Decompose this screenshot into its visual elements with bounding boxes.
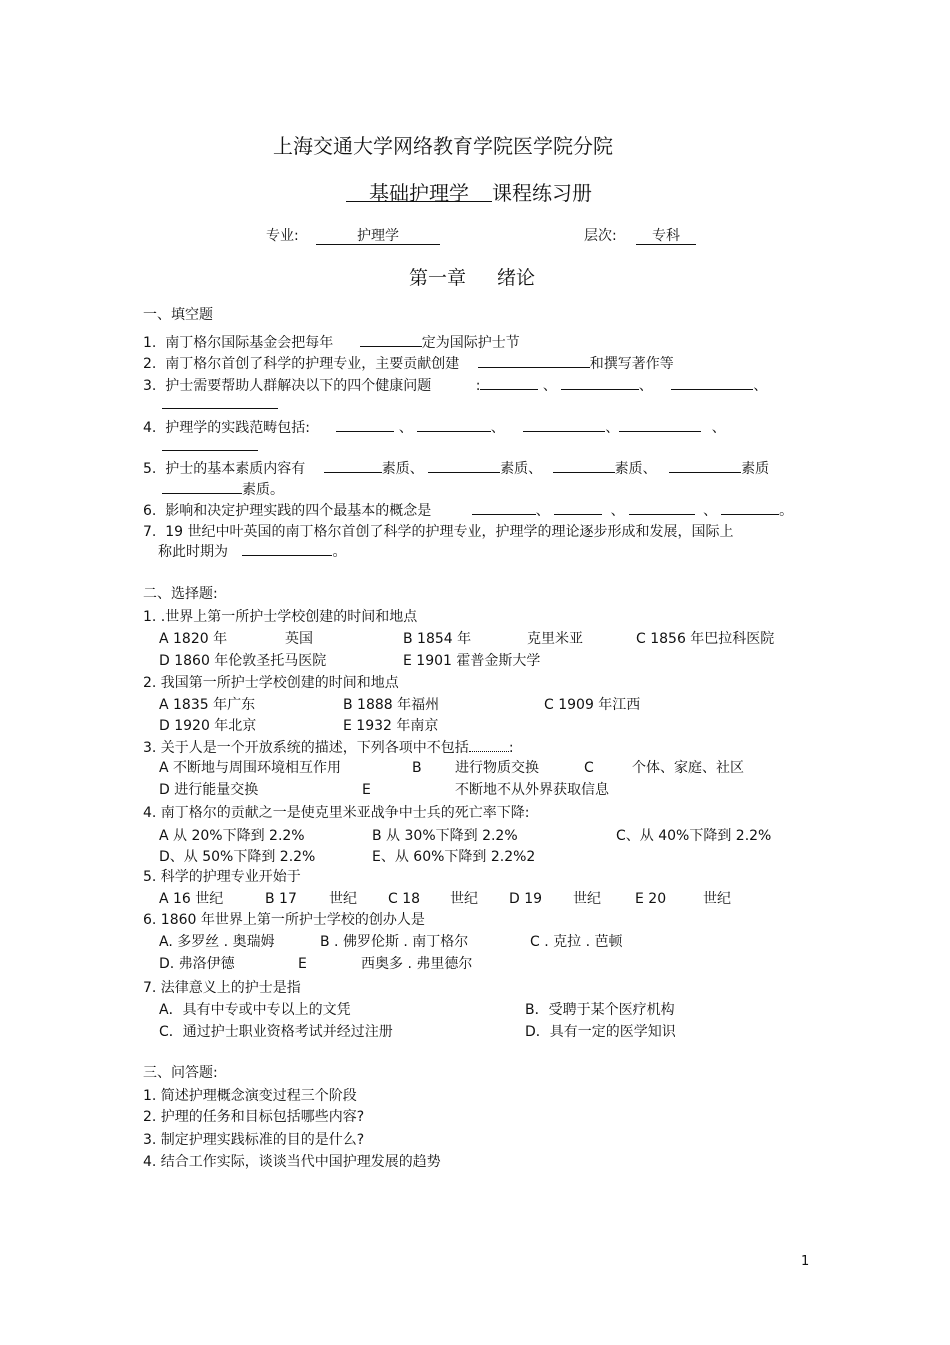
major-value: 护理学 xyxy=(316,228,440,245)
choice-question-6: 6. 1860 年世界上第一所护士学校的创办人是 xyxy=(143,912,425,928)
essay-question: 2. 护理的任务和目标包括哪些内容? xyxy=(143,1109,365,1125)
option: C . 克拉 . 芭顿 xyxy=(530,934,623,950)
option: E xyxy=(362,782,371,798)
blank xyxy=(629,501,695,515)
choice-question-5: 5. 科学的护理专业开始于 xyxy=(143,869,301,885)
option-text: 英国 xyxy=(285,631,313,647)
choice-question-3: 3. 关于人是一个开放系统的描述，下列各项中不包括 : xyxy=(143,740,514,756)
fill-question-5-cont: 素质。 xyxy=(162,480,284,499)
option: B . 佛罗伦斯 . 南丁格尔 xyxy=(320,934,469,950)
option: A 从 20%下降到 2.2% xyxy=(159,828,305,844)
section-heading-choice: 二、选择题: xyxy=(143,586,218,602)
choice-question-7: 7. 法律意义上的护士是指 xyxy=(143,980,301,996)
fill-question-6: 6. 影响和决定护理实践的四个最基本的概念是 、 、 、 。 xyxy=(143,503,794,519)
option: B 1888 年福州 xyxy=(343,697,440,713)
option: E 20 xyxy=(635,891,667,907)
option: A 不断地与周围环境相互作用 xyxy=(159,760,342,776)
blank xyxy=(671,376,753,390)
option: E 1932 年南京 xyxy=(343,718,439,734)
fill-question-7-cont: 称此时期为 。 xyxy=(158,544,347,560)
fill-question-7: 7. 19 世纪中叶英国的南丁格尔首创了科学的护理专业，护理学的理论逐步形成和发展，国际上 xyxy=(143,524,734,540)
option: D 19 xyxy=(509,891,543,907)
option: A．具有中专或中专以上的文凭 xyxy=(159,1002,351,1018)
major-field xyxy=(316,227,440,245)
blank xyxy=(360,333,422,347)
chapter-title: 绪论 xyxy=(497,267,536,289)
blank xyxy=(619,418,701,432)
blank xyxy=(478,354,590,368)
blank xyxy=(428,459,500,473)
chapter-number: 第一章 xyxy=(409,267,467,289)
fill-question-3-cont xyxy=(162,395,278,414)
option-text: 克里米亚 xyxy=(527,631,583,647)
blank xyxy=(242,542,332,556)
blank xyxy=(554,501,602,515)
blank xyxy=(472,501,536,515)
option: C．通过护士职业资格考试并经过注册 xyxy=(159,1024,393,1040)
option: C xyxy=(584,760,594,776)
course-name: 基础护理学 xyxy=(346,185,492,202)
option: E xyxy=(298,956,307,972)
essay-question: 3. 制定护理实践标准的目的是什么? xyxy=(143,1132,365,1148)
level-field xyxy=(636,227,696,245)
option: A. 多罗丝 . 奥瑞姆 xyxy=(159,934,275,950)
section-heading-essay: 三、问答题: xyxy=(143,1065,218,1081)
fill-question-4-cont xyxy=(162,437,258,456)
blank xyxy=(336,418,394,432)
option: C 18 xyxy=(388,891,421,907)
level-value: 专科 xyxy=(636,228,696,245)
choice-question-4: 4. 南丁格尔的贡献之一是使克里米亚战争中士兵的死亡率下降: xyxy=(143,805,530,821)
dotted-blank xyxy=(469,738,509,752)
option: A 1835 年广东 xyxy=(159,697,256,713)
option: B．受聘于某个医疗机构 xyxy=(525,1002,675,1018)
blank xyxy=(561,376,639,390)
option: E、从 60%下降到 2.2%2 xyxy=(372,849,536,865)
option-text: 世纪 xyxy=(703,891,731,907)
option-text: 不断地不从外界获取信息 xyxy=(455,782,609,798)
option: D、从 50%下降到 2.2% xyxy=(159,849,316,865)
option: E 1901 霍普金斯大学 xyxy=(403,653,541,669)
major-label: 专业: xyxy=(266,228,299,244)
option: B xyxy=(412,760,422,776)
option-text: 世纪 xyxy=(329,891,357,907)
choice-question-2: 2. 我国第一所护士学校创建的时间和地点 xyxy=(143,675,399,691)
option: D 进行能量交换 xyxy=(159,782,259,798)
blank xyxy=(162,480,242,494)
fill-question-5: 5. 护士的基本素质内容有 素质、 素质、 素质、 素质 xyxy=(143,461,770,477)
option-text: 西奥多 . 弗里德尔 xyxy=(361,956,473,972)
blank xyxy=(480,376,538,390)
fill-question-1: 1. 南丁格尔国际基金会把每年 定为国际护士节 xyxy=(143,335,520,351)
option-text: 世纪 xyxy=(573,891,601,907)
option: D 1920 年北京 xyxy=(159,718,257,734)
page-title: 上海交通大学网络教育学院医学院分院 xyxy=(273,134,613,158)
option: C、从 40%下降到 2.2% xyxy=(616,828,772,844)
option: D. 弗洛伊德 xyxy=(159,956,235,972)
option: B 从 30%下降到 2.2% xyxy=(372,828,518,844)
course-title xyxy=(346,181,592,205)
course-suffix: 课程练习册 xyxy=(492,181,592,205)
blank xyxy=(417,418,491,432)
option: A 16 世纪 xyxy=(159,891,224,907)
option: A 1820 年 xyxy=(159,631,228,647)
option: D．具有一定的医学知识 xyxy=(525,1024,676,1040)
blank xyxy=(669,459,741,473)
blank xyxy=(721,501,779,515)
option-text: 个体、家庭、社区 xyxy=(632,760,744,776)
choice-question-1: 1. .世界上第一所护士学校创建的时间和地点 xyxy=(143,609,418,625)
option-text: 进行物质交换 xyxy=(455,760,539,776)
page-number: 1 xyxy=(801,1254,810,1269)
option: B 1854 年 xyxy=(403,631,472,647)
blank xyxy=(162,395,278,409)
option-text: 世纪 xyxy=(450,891,478,907)
option: D 1860 年伦敦圣托马医院 xyxy=(159,653,327,669)
blank xyxy=(162,437,258,451)
essay-question: 4. 结合工作实际，谈谈当代中国护理发展的趋势 xyxy=(143,1154,441,1170)
option: C 1856 年巴拉科医院 xyxy=(636,631,775,647)
essay-question: 1. 简述护理概念演变过程三个阶段 xyxy=(143,1088,357,1104)
fill-question-4: 4. 护理学的实践范畴包括: 、 、 、 、 xyxy=(143,420,726,436)
fill-question-2: 2. 南丁格尔首创了科学的护理专业，主要贡献创建 和撰写著作等 xyxy=(143,356,674,372)
option: B 17 xyxy=(265,891,297,907)
blank xyxy=(324,459,382,473)
section-heading-fill: 一、填空题 xyxy=(143,307,213,323)
fill-question-3: 3. 护士需要帮助人群解决以下的四个健康问题 : 、 、 、 xyxy=(143,378,768,394)
level-label: 层次: xyxy=(584,228,617,244)
option: C 1909 年江西 xyxy=(544,697,641,713)
blank xyxy=(523,418,605,432)
blank xyxy=(553,459,615,473)
